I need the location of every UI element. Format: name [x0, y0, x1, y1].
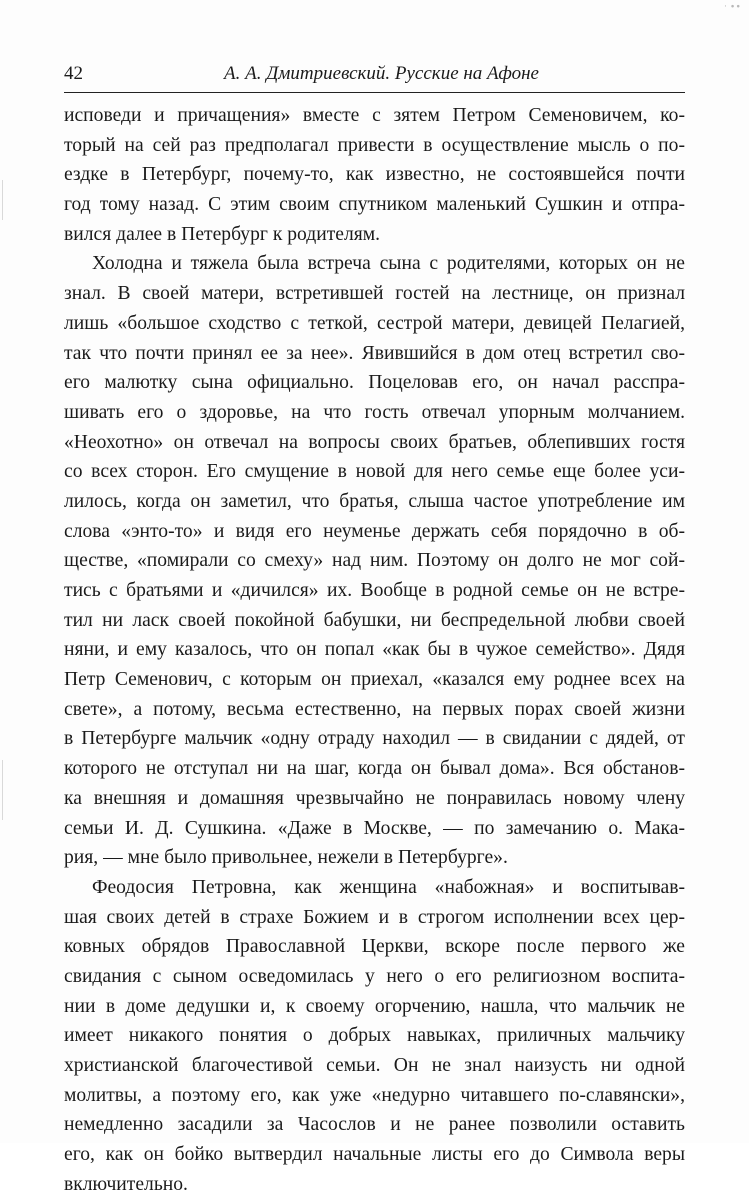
- text-line: семьи И. Д. Сушкина. «Даже в Москве, — по замечанию о. Мака-: [64, 817, 685, 839]
- text-line: ществе, «помирали со смеху» над ним. Поэтому он долго не мог сой-: [64, 550, 685, 572]
- text-line: Феодосия Петровна, как женщина «набожная» и воспитывав-: [92, 876, 685, 898]
- text-line: со всех сторон. Его смущение в новой для него семье еще более уси-: [64, 461, 685, 483]
- header-title: А. А. Дмитриевский. Русские на Афоне: [224, 63, 539, 84]
- text-line: свете», а потому, весьма естественно, на первых порах своей жизни: [64, 698, 685, 720]
- text-line: свидания с сыном осведомилась у него о его религиозном воспита-: [64, 965, 685, 987]
- text-line: тись с братьями и «дичился» их. Вообще в родной семье он не встре-: [64, 580, 685, 601]
- text-line: Холодна и тяжела была встреча сына с родителями, которых он не: [92, 253, 685, 275]
- text-line: Петр Семенович, с которым он приехал, «казался ему роднее всех на: [64, 669, 685, 691]
- text-line: включительно.: [64, 1173, 188, 1195]
- text-line: знал. В своей матери, встретившей гостей на лестнице, он признал: [64, 283, 685, 305]
- text-line: его малютку сына официально. Поцеловав его, он начал расспра-: [64, 372, 685, 394]
- text-line: немедленно засадили за Часослов и не ранее позволили оставить: [64, 1114, 685, 1136]
- text-line: молитвы, а поэтому его, как уже «недурно читавшего по-славянски»,: [64, 1084, 685, 1106]
- running-header: [64, 62, 685, 93]
- text-line: ковных обрядов Православной Церкви, вскоре после первого же: [64, 936, 685, 958]
- text-line: торый на сей раз предполагал привести в осуществление мысль о по-: [64, 134, 685, 156]
- text-line: его, как он бойко вытвердил начальные листы его до Символа веры: [64, 1144, 685, 1166]
- text-line: ка внешняя и домашняя чрезвычайно не понравилась новому члену: [64, 787, 685, 809]
- text-line: лилось, когда он заметил, что братья, слыша частое употребление им: [64, 490, 685, 512]
- text-line: шивать его о здоровье, на что гость отвечал упорным молчанием.: [64, 401, 685, 423]
- corner-mark: · ∙∙: [724, 2, 741, 12]
- paragraph: [64, 249, 685, 872]
- paragraph: [64, 873, 685, 1199]
- text-line: год тому назад. С этим своим спутником маленький Сушкин и отпра-: [64, 194, 685, 216]
- paragraph: [64, 101, 685, 249]
- page-number: 42: [64, 63, 83, 84]
- text-line: слова «энто-то» и видя его неуменье держать себя порядочно в об-: [64, 520, 685, 542]
- text-line: рия, — мне было привольнее, нежели в Петербурге».: [64, 847, 508, 869]
- text-line: имеет никакого понятия о добрых навыках, приличных мальчику: [64, 1025, 685, 1047]
- text-line: шая своих детей в страхе Божием и в строгом исполнении всех цер-: [64, 906, 685, 928]
- text-line: которого не отступал ни на шаг, когда он бывал дома». Вся обстанов-: [64, 758, 685, 780]
- text-line: тил ни ласк своей покойной бабушки, ни беспредельной любви своей: [64, 609, 685, 631]
- body-text: [64, 101, 685, 1199]
- text-line: нии в доме дедушки и, к своему огорчению, нашла, что мальчик не: [64, 995, 685, 1017]
- text-line: «Неохотно» он отвечал на вопросы своих братьев, облепивших гостя: [64, 431, 685, 453]
- text-line: в Петербурге мальчик «одну отраду находил — в свидании с дядей, от: [64, 728, 685, 750]
- text-line: лишь «большое сходство с теткой, сестрой матери, девицей Пелагией,: [64, 312, 685, 334]
- text-line: ездке в Петербург, почему-то, как известно, не состоявшейся почти: [64, 164, 685, 186]
- text-line: исповеди и причащения» вместе с зятем Петром Семеновичем, ко-: [64, 105, 685, 126]
- text-line: так что почти принял ее за нее». Явившийся в дом отец встретил сво-: [64, 342, 685, 364]
- text-line: няни, и ему казалось, что он попал «как бы в чужое семейство». Дядя: [64, 639, 685, 661]
- text-line: христианской благочестивой семьи. Он не знал наизусть ни одной: [64, 1055, 685, 1076]
- scan-edge-mark: [2, 180, 3, 220]
- scan-edge-mark: [2, 760, 3, 820]
- text-line: вился далее в Петербург к родителям.: [64, 223, 381, 245]
